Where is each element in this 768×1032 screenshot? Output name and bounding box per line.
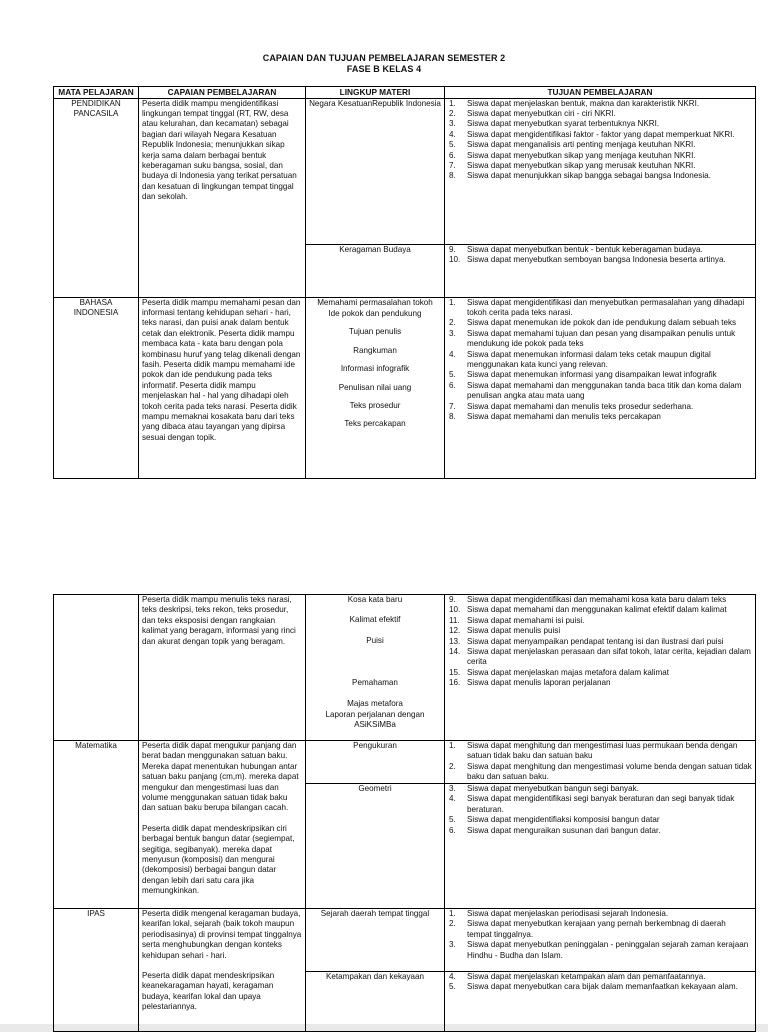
table-row [54,297,756,478]
objective-number: 2. [449,108,456,118]
objective-text: Siswa dapat memahami dan menggunakan tanda baca titik dan koma dalam penulisan angka atau mata uang [467,380,742,401]
objective-text: Siswa dapat mengidentifikasi segi banyak beraturan dan segi banyak tidak beraturan. [467,794,735,814]
lingkup-item: Tujuan penulis [348,327,402,337]
header-tp: TUJUAN PEMBELAJARAN [445,87,756,99]
objective-number: 4. [449,794,456,804]
objective-number: 4. [449,129,456,139]
objective-text: Siswa dapat menyampaikan pendapat tentang isi dan ilustrasi dari puisi [467,636,724,646]
objective-text: Siswa dapat menemukan informasi dalam teks cetak maupun digital menggunakan kata kunci yang relevan. [467,349,711,369]
objective-text: Siswa dapat mengidentifikasi faktor - faktor yang dapat memperkuat NKRI. [467,129,735,139]
document-title: CAPAIAN DAN TUJUAN PEMBELAJARAN SEMESTER 2 [262,53,506,63]
cp-cell [139,741,306,909]
objective-item [448,668,752,678]
subject-cell: PENDIDIKAN PANCASILA [54,98,139,297]
table-row [54,909,756,972]
lingkup-item: Memahami permasalahan tokoh [317,297,433,307]
lingkup-cell: Sejarah daerah tempat tinggal [306,909,445,972]
lingkup-item: Puisi [366,635,384,645]
subject-cell: IPAS [54,909,139,1032]
cp-cell: Peserta didik mampu mengidentifikasi lingkungan tempat tinggal (RT, RW, desa atau kelurahan, dan kecamatan) sebagai bagian dari wilayah Negara Kesatuan Republik Indonesia; menunjukkan sikap kerja sama dalam berbagai bentuk keberagaman suku bangsa, sosial, dan budaya di Indonesia yang terikat persatuan dan kesatuan di lingkungan tempat tinggal dan sekolah. [139,98,306,297]
objective-text: Siswa dapat menyebutkan cara bijak dalam memanfaatkan kekayaan alam. [467,982,738,992]
header-mapel: MATA PELAJARAN [54,87,139,99]
tp-cell [445,909,756,972]
cp-paragraph: Peserta didik dapat mendeskripsikan ciri berbagai bentuk bangun datar (segiempat, segitiga, segibanyak). mereka dapat menyusun (komposisi) dan mengurai (dekomposisi) berbagai bangun datar dengan lebih dari satu cara jika memungkinkan. [142,823,295,896]
lingkup-cell: Negara KesatuanRepublik Indonesia [306,98,445,244]
objective-number: 8. [449,411,456,421]
objective-text: Siswa dapat menunjukkan sikap bangga sebagai bangsa Indonesia. [467,171,711,181]
document-subtitle: FASE B KELAS 4 [346,64,422,74]
objective-number: 11. [449,615,460,625]
objective-item [448,329,752,350]
objective-item [448,815,752,825]
objective-number: 1. [449,98,456,108]
objective-number: 15. [449,667,461,677]
header-lingkup: LINGKUP MATERI [306,87,445,99]
tp-cell [445,297,756,478]
lingkup-item: Laporan perjalanan dengan ASiKSiMBa [325,710,425,730]
objective-text: Siswa dapat mengidentifiaksi komposisi bangun datar [467,815,660,825]
objective-item [448,140,752,150]
objective-number: 7. [449,401,456,411]
lingkup-item: Majas metafora [347,698,403,708]
objective-text: Siswa dapat menulis laporan perjalanan [467,678,611,688]
subject-cell [54,595,139,741]
objective-text: Siswa dapat menyebutkan ciri - ciri NKRI. [467,108,616,118]
tp-cell [445,244,756,297]
objective-text: Siswa dapat menyebutkan bangun segi banyak. [467,784,639,793]
header-cp: CAPAIAN PEMBELAJARAN [139,87,306,99]
objective-item [448,130,752,140]
objective-item [448,171,752,181]
table-row [54,741,756,784]
objective-text: Siswa dapat memahami tujuan dan pesan yang disampaikan penulis untuk mendukung ide pokok pada teks [467,328,736,349]
tp-cell [445,98,756,244]
cp-paragraph: Peserta didik dapat mendeskripsikan keanekaragaman hayati, keragaman budaya, kearifan lokal dan upaya pelestariannya. [142,971,275,1012]
objective-item [448,245,752,255]
objective-item [448,298,752,319]
objective-item [448,595,752,605]
objective-item [448,982,752,992]
objective-item [448,99,752,109]
objective-text: Siswa dapat memahami dan menggunakan kalimat efektif dalam kalimat [467,605,727,615]
objective-text: Siswa dapat menguraikan susunan dari bangun datar. [467,825,661,835]
objective-text: Siswa dapat menjelaskan ketampakan alam dan pemanfaatannya. [467,972,706,981]
objective-item [448,919,752,940]
lingkup-item: Informasi infografik [340,364,410,374]
cp-paragraph: Peserta didik dapat mengukur panjang dan berat badan menggunakan satuan baku. Mereka dapat menentukan hubungan antar satuan baku panjang (cm,m). mereka dapat mengukur dan mengestimasi luas dan volume menggunakan satuan tidak baku dan satuan baku berupa bilangan cacah. [142,741,299,813]
objective-number: 9. [449,595,456,604]
objective-text: Siswa dapat menemukan ide pokok dan ide pendukung dalam sebuah teks [467,318,737,328]
objective-item [448,605,752,615]
cp-cell: Peserta didik mampu memahami pesan dan informasi tentang kehidupan sehari - hari, teks narasi, dan puisi anak dalam bentuk cetak dan elektronik. Peserta didik mampu membaca kata - kata baru dengan pola kombinasu huruf yang telag dikenali dengan fasih. Peserta didik mampu memahami ide pokok dan ide pendukung pada teks informatif. Peserta didik mampu menjelaskan hal - hal yang dihadapi oleh tokoh cerita pada teks narasi. Peserta didik mampu memaknai kosakata baru dari teks yang dibaca atau tayangan yang dipirsa sesuai dengan topik. [139,297,306,478]
objective-number: 2. [449,761,456,771]
objective-number: 5. [449,815,456,825]
objective-item [448,402,752,412]
objective-text: Siswa dapat menjelaskan periodisasi sejarah Indonesia. [467,909,669,918]
objective-number: 10. [449,254,461,264]
objective-item [448,381,752,402]
objective-item [448,909,752,919]
subject-cell: BAHASA INDONESIA [54,297,139,478]
cp-paragraph: Peserta didik mengenal keragaman budaya, kearifan lokal, sejarah (baik tokoh maupun periodisasinya) di provinsi tempat tinggalnya serta menghubungkan dengan konteks kehidupan sehari - hari. [142,909,302,960]
table-row [54,98,756,244]
objective-item [448,678,752,688]
objective-number: 2. [449,318,456,328]
objective-text: Siswa dapat menyebutkan sikap yang merusak keutuhan NKRI. [467,160,696,170]
objective-item [448,161,752,171]
objective-text: Siswa dapat menghitung dan mengestimasi volume benda dengan satuan tidak baku dan satuan baku. [467,761,752,782]
objective-item [448,350,752,371]
objective-item [448,370,752,380]
objective-number: 3. [449,328,456,338]
objective-number: 5. [449,140,456,150]
objective-text: Siswa dapat memahami isi puisi. [467,615,585,625]
objective-text: Siswa dapat menganalisis arti penting menjaga keutuhan NKRI. [467,140,696,150]
lingkup-item: Kosa kata baru [347,595,403,604]
table-page-2 [53,594,756,1032]
objective-text: Siswa dapat menyebutkan sikap yang menjaga keutuhan NKRI. [467,150,696,160]
objective-number: 7. [449,160,456,170]
objective-number: 3. [449,784,456,793]
table-header-row [54,87,756,99]
objective-item [448,119,752,129]
cp-cell [139,909,306,1032]
cp-cell: Peserta didik mampu menulis teks narasi, teks deskripsi, teks rekon, teks prosedur, dan teks eksposisi dengan rangkaian kalimat yang beragam, informasi yang rinci dan akurat dengan topik yang beragam. [139,595,306,741]
objective-text: Siswa dapat menjelaskan perasaan dan sifat tokoh, latar cerita, kejadian dalam cerita [467,647,751,667]
objective-number: 13. [449,636,461,646]
lingkup-item: Kalimat efektif [349,615,401,625]
objective-text: Siswa dapat menyebutkan semboyan bangsa Indonesia beserta artinya. [467,254,726,264]
table-page-1 [53,86,756,479]
objective-text: Siswa dapat menjelaskan majas metafora dalam kalimat [467,667,669,677]
objective-text: Siswa dapat menghitung dan mengestimasi luas permukaan benda dengan satuan tidak baku dan satuan baku [467,741,738,761]
lingkup-cell [306,595,445,741]
lingkup-item: Ide pokok dan pendukung [328,308,422,318]
objective-text: Siswa dapat memahami dan menulis teks percakapan [467,411,661,421]
objective-number: 1. [449,741,456,750]
objective-item [448,616,752,626]
tp-cell [445,784,756,909]
objective-number: 8. [449,171,456,181]
objective-number: 16. [449,678,461,688]
objective-number: 14. [449,647,461,657]
lingkup-cell: Ketampakan dan kekayaan [306,972,445,1032]
objective-number: 6. [449,825,456,835]
objective-text: Siswa dapat mengidentifikasi dan menyebutkan permasalahan yang dihadapi tokoh cerita pada teks narasi. [467,297,745,317]
lingkup-cell: Keragaman Budaya [306,244,445,297]
objective-item [448,784,752,794]
objective-item [448,255,752,265]
tp-cell [445,741,756,784]
objective-item [448,972,752,982]
lingkup-cell [306,297,445,478]
subject-cell: Matematika [54,741,139,909]
objective-text: Siswa dapat menemukan informasi yang disampaikan lewat infografik [467,370,717,380]
objective-item [448,637,752,647]
objective-text: Siswa dapat memahami dan menulis teks prosedur sederhana. [467,401,694,411]
objective-number: 9. [449,244,456,254]
objective-number: 6. [449,380,456,390]
objective-text: Siswa dapat menulis puisi [467,626,561,636]
lingkup-cell: Geometri [306,784,445,909]
objective-item [448,794,752,815]
lingkup-item: Teks percakapan [344,419,406,429]
tp-cell [445,972,756,1032]
objective-item [448,762,752,783]
objective-number: 3. [449,119,456,129]
objective-text: Siswa dapat menyebutkan bentuk - bentuk keberagaman budaya. [467,244,703,254]
table-row [54,595,756,741]
tp-cell [445,595,756,741]
objective-item [448,626,752,636]
objective-text: Siswa dapat menyebutkan peninggalan - peninggalan sejarah zaman kerajaan Hindhu - Budha dan Islam. [467,940,749,960]
objective-item [448,109,752,119]
lingkup-cell: Pengukuran [306,741,445,784]
objective-number: 5. [449,370,456,380]
objective-number: 4. [449,349,456,359]
objective-text: Siswa dapat mengidentifikasi dan memahami kosa kata baru dalam teks [467,595,727,604]
objective-text: Siswa dapat menjelaskan bentuk, makna dan karakteristik NKRI. [467,98,700,108]
objective-number: 1. [449,909,456,918]
objective-number: 6. [449,150,456,160]
objective-item [448,940,752,961]
objective-number: 1. [449,297,456,307]
objective-number: 5. [449,982,456,992]
objective-item [448,151,752,161]
lingkup-item: Teks prosedur [349,400,401,410]
objective-number: 12. [449,626,461,636]
objective-number: 4. [449,972,456,981]
objective-item [448,826,752,836]
objective-number: 3. [449,940,456,950]
objective-item [448,647,752,668]
lingkup-item: Rangkuman [353,345,397,355]
objective-text: Siswa dapat menyebutkan syarat terbentuknya NKRI. [467,119,660,129]
objective-number: 10. [449,605,461,615]
lingkup-item: Penulisan nilai uang [338,382,412,392]
objective-item [448,741,752,762]
objective-item [448,412,752,422]
objective-item [448,318,752,328]
objective-number: 2. [449,919,456,929]
lingkup-item: Pemahaman [352,678,398,688]
objective-text: Siswa dapat menyebutkan kerajaan yang pernah berkembnag di daerah tempat tinggalnya. [467,919,726,939]
